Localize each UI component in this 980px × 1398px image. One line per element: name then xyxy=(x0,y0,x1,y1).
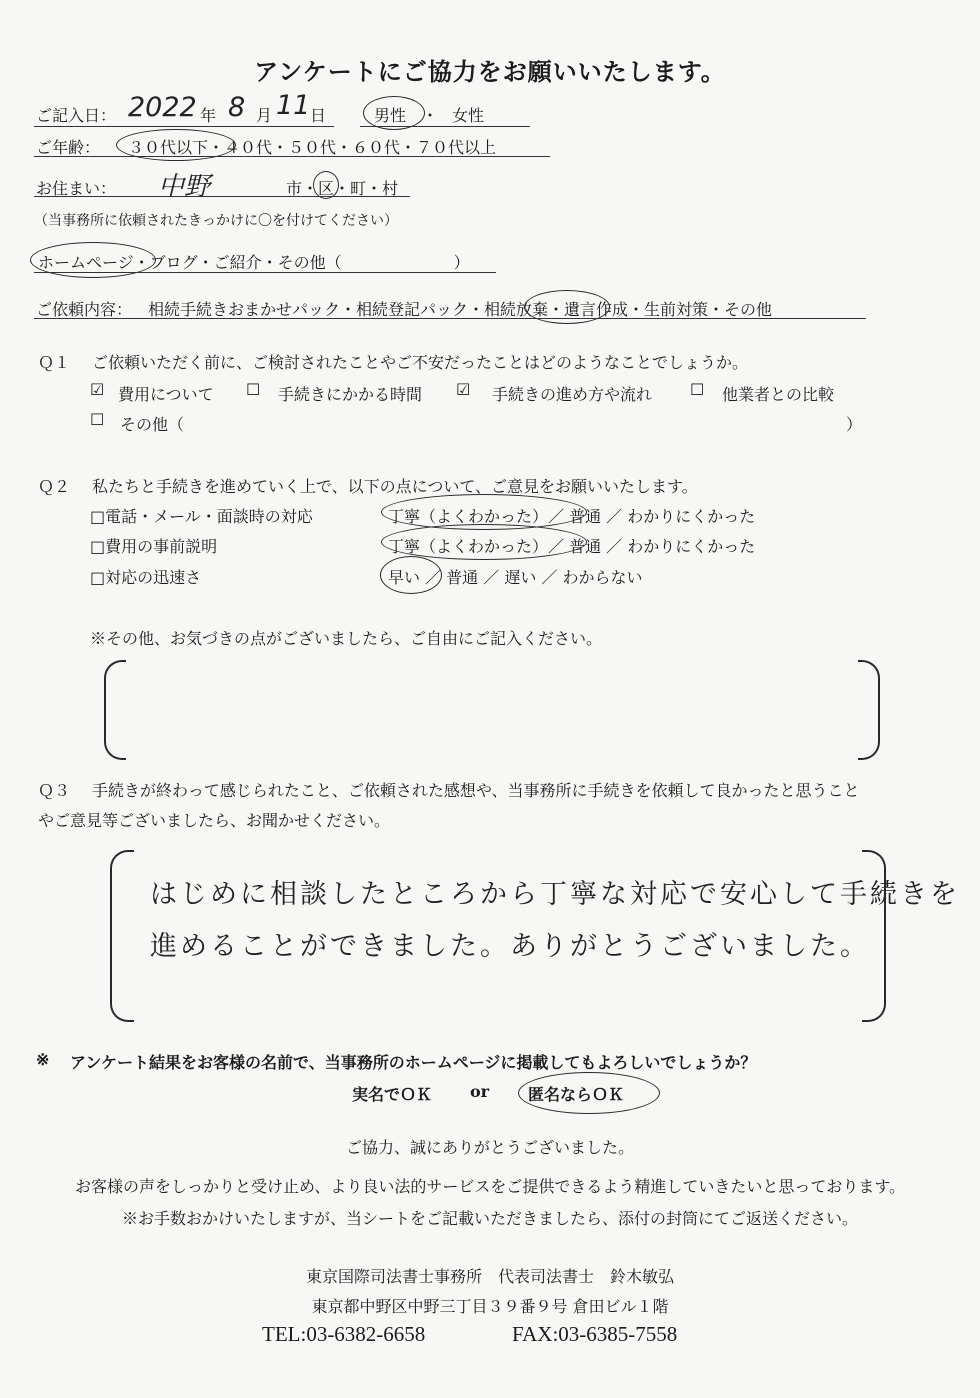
age-options: ３０代以下・４０代・５０代・６０代・７０代以上 xyxy=(128,138,497,157)
q2-row-label: □費用の事前説明 xyxy=(90,537,218,556)
page-title: アンケートにご協力をお願いいたします。 xyxy=(254,57,726,86)
request-label: ご依頼内容： xyxy=(36,300,133,319)
q2-row-choices: 早い ／ 普通 ／ 遅い ／ わからない xyxy=(388,568,643,587)
trigger-note: （当事務所に依頼されたきっかけに〇を付けてください） xyxy=(34,213,398,229)
q2-question: 私たちと手続きを進めていく上で、以下の点について、ご意見をお願いいたします。 xyxy=(92,477,698,496)
gender-selection-circle xyxy=(363,96,425,130)
address-value: 中野 xyxy=(158,172,211,202)
gender-sep: ・ xyxy=(422,106,439,125)
footer-office: 東京国際司法書士事務所 代表司法書士 鈴木敏弘 xyxy=(305,1267,674,1286)
q2-row-label: □対応の迅速さ xyxy=(90,568,202,587)
q2-row-choices: 丁寧（よくわかった）／ 普通 ／ わかりにくかった xyxy=(388,507,756,526)
date-day-value: 11 xyxy=(276,90,311,121)
q1-checkbox-cost: ☑ xyxy=(90,380,105,399)
date-day-unit: 日 xyxy=(310,106,327,125)
address-selection-circle xyxy=(313,171,339,199)
address-options: 市・区・町・村 xyxy=(286,179,399,198)
q1-checkbox-other: ☐ xyxy=(90,410,105,429)
date-month-unit: 月 xyxy=(256,106,273,125)
q3-question-line2: やご意見等ございましたら、お聞かせください。 xyxy=(38,811,391,830)
q3-answer-line2: 進めることができました。ありがとうございました。 xyxy=(150,931,870,962)
q1-option-compare: 他業者との比較 xyxy=(722,385,835,404)
footer-return-note: ※お手数おかけいたしますが、当シートをご記載いただきましたら、添付の封筒にてご返送ください。 xyxy=(121,1209,858,1228)
q2-row-label: □電話・メール・面談時の対応 xyxy=(90,507,313,526)
address-label: お住まい： xyxy=(36,179,117,198)
q3-answer-line1: はじめに相談したところから丁寧な対応で安心して手続きを xyxy=(150,879,960,910)
q1-number: Ｑ１ xyxy=(38,353,71,372)
q1-option-process: 手続きの進め方や流れ xyxy=(492,385,653,404)
footer-thanks: ご協力、誠にありがとうございました。 xyxy=(345,1138,634,1157)
publish-or: or xyxy=(470,1082,490,1101)
q1-option-cost: 費用について xyxy=(118,385,214,404)
gender-female: 女性 xyxy=(452,106,485,125)
q3-number: Ｑ３ xyxy=(38,781,71,800)
q2-number: Ｑ２ xyxy=(38,477,71,496)
q2-row3-selection-circle xyxy=(380,556,442,594)
date-year-unit: 年 xyxy=(200,106,217,125)
q1-other-label: その他（ xyxy=(120,415,185,434)
q1-question: ご依頼いただく前に、ご検討されたことやご不安だったことはどのようなことでしょうか。 xyxy=(92,353,749,372)
publish-option-real: 実名でＯＫ xyxy=(352,1085,433,1104)
trigger-options: ホームページ・ブログ・ご紹介・その他（ ） xyxy=(38,253,470,272)
q2-note: ※その他、お気づきの点がございましたら、ご自由にご記入ください。 xyxy=(90,629,603,648)
publish-option-anon: 匿名ならＯＫ xyxy=(528,1085,625,1104)
q1-checkbox-compare: ☐ xyxy=(690,380,705,399)
publish-mark: ※ xyxy=(36,1050,50,1069)
q2-comment-box-right xyxy=(858,660,880,760)
q1-option-time: 手続きにかかる時間 xyxy=(278,385,423,404)
footer-tel: TEL:03-6382-6658 xyxy=(262,1322,426,1346)
q2-row-choices: 丁寧（よくわかった）／ 普通 ／ わかりにくかった xyxy=(388,537,756,556)
publish-question: アンケート結果をお客様の名前で、当事務所のホームページに掲載してもよろしいでしょうか？ xyxy=(70,1053,757,1072)
footer-fax: FAX:03-6385-7558 xyxy=(512,1322,678,1346)
publish-selection-circle xyxy=(518,1072,660,1114)
q3-question-line1: 手続きが終わって感じられたこと、ご依頼された感想や、当事務所に手続きを依頼して良かったと思うこと xyxy=(92,781,860,800)
q3-answer-box-left xyxy=(110,850,134,1022)
age-label: ご年齢： xyxy=(36,138,101,157)
q1-checkbox-time: ☐ xyxy=(246,380,261,399)
date-year-value: 2022 xyxy=(128,92,197,123)
q2-row2-selection-circle xyxy=(381,524,587,560)
footer-message: お客様の声をしっかりと受け止め、より良い法的サービスをご提供できるよう精進していきたいと思っております。 xyxy=(74,1177,906,1196)
request-options: 相続手続きおまかせパック・相続登記パック・相続放棄・遺言作成・生前対策・その他 xyxy=(148,300,773,319)
gender-male: 男性 xyxy=(374,106,407,125)
date-label: ご記入日： xyxy=(36,106,117,125)
footer-address: 東京都中野区中野三丁目３９番９号 倉田ビル１階 xyxy=(311,1297,669,1316)
q1-checkbox-process: ☑ xyxy=(456,380,471,399)
q1-other-close: ） xyxy=(846,415,863,434)
q2-comment-box-left xyxy=(104,660,126,760)
date-month-value: 8 xyxy=(228,92,246,123)
